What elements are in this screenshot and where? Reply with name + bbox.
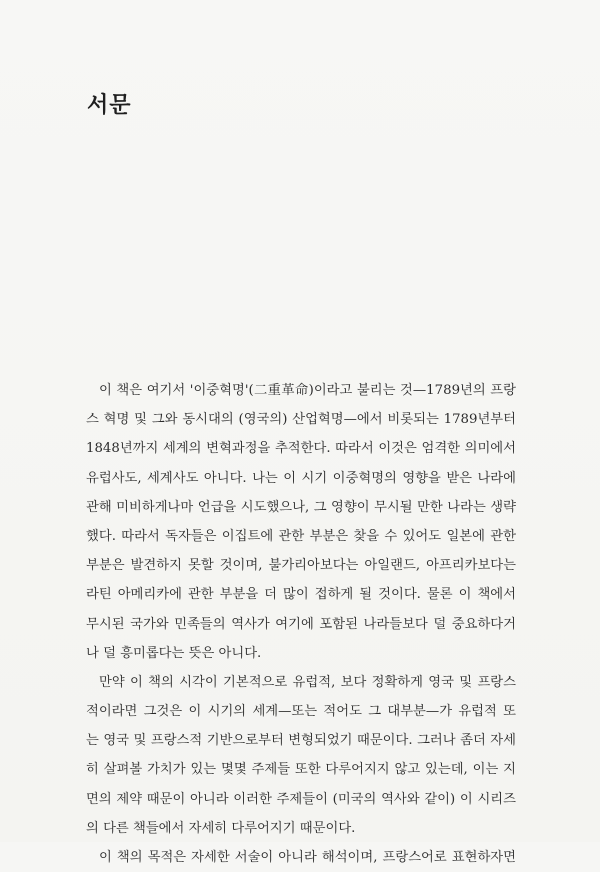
text-line: 는 영국 및 프랑스적 기반으로부터 변형되었기 때문이다. 그러나 좀더 자세 (86, 733, 516, 749)
text-line: 히 살펴볼 가치가 있는 몇몇 주제들 또한 다루어지지 않고 있는데, 이는 지 (86, 762, 516, 778)
text-line: 유럽사도, 세계사도 아니다. 나는 이 시기 이중혁명의 영향을 받은 나라에 (86, 470, 516, 486)
text-line: 이 책은 여기서 '이중혁명'(二重革命)이라고 불리는 것—1789년의 프랑 (99, 383, 516, 398)
text-line: 스 혁명 및 그와 동시대의 (영국의) 산업혁명—에서 비롯되는 1789년부터 (86, 412, 516, 428)
text-line: 적이라면 그것은 이 시기의 세계—또는 적어도 그 대부분—가 유럽적 또 (86, 704, 516, 720)
text-line: 이 책의 목적은 자세한 서술이 아니라 해석이며, 프랑스어로 표현하자면 (99, 850, 516, 865)
text-line: 부분은 발견하지 못할 것이며, 불가리아보다는 아일랜드, 아프리카보다는 (86, 558, 516, 574)
text-line: 했다. 따라서 독자들은 이집트에 관한 부분은 찾을 수 있어도 일본에 관한 (86, 528, 516, 544)
text-line: 나 덜 흥미롭다는 뜻은 아니다. (86, 645, 262, 661)
page-heading: 서문 (87, 93, 132, 118)
text-line: 라틴 아메리카에 관한 부분을 더 많이 접하게 될 것이다. 물론 이 책에서 (86, 587, 516, 603)
paragraph (86, 668, 516, 843)
text-line: 관해 미비하게나마 언급을 시도했으나, 그 영향이 무시될 만한 나라는 생략 (86, 499, 516, 515)
paragraph (86, 843, 516, 872)
text-line: 만약 이 책의 시각이 기본적으로 유럽적, 보다 정확하게 영국 및 프랑스 (99, 674, 516, 690)
body-text (86, 376, 516, 872)
paragraph (86, 376, 516, 668)
text-line: 면의 제약 때문이 아니라 이러한 주제들이 (미국의 역사와 같이) 이 시리즈 (86, 791, 516, 807)
text-line: 1848년까지 세계의 변혁과정을 추적한다. 따라서 이것은 엄격한 의미에서 (86, 441, 516, 457)
text-line: 무시된 국가와 민족들의 역사가 여기에 포함된 나라들보다 덜 중요하다거 (86, 616, 516, 632)
text-line: 의 다른 책들에서 자세히 다루어지기 때문이다. (86, 820, 356, 836)
